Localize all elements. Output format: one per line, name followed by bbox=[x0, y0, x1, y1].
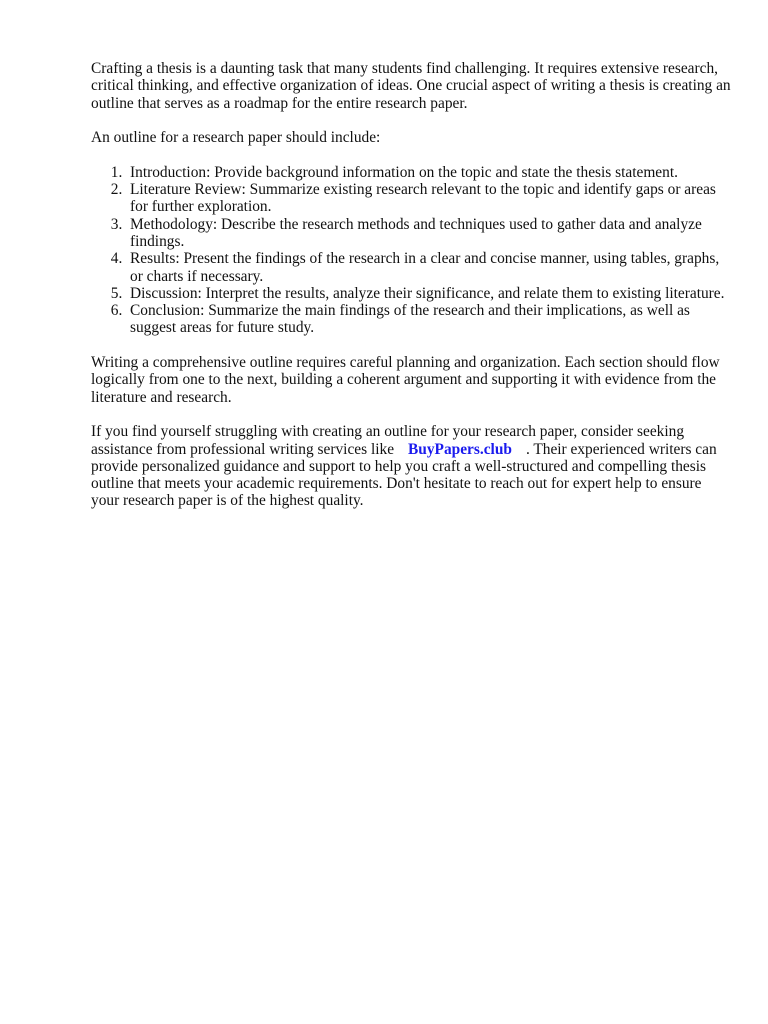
list-item-number: 5. bbox=[110, 284, 123, 302]
list-item bbox=[91, 285, 731, 302]
buypapers-link[interactable]: BuyPapers.club bbox=[408, 440, 512, 458]
list-item-text: Results: Present the findings of the research in a clear and concise manner, using tables, graphs, or charts if necessary. bbox=[130, 250, 720, 285]
list-item-text: Discussion: Interpret the results, analyze their significance, and relate them to existing literature. bbox=[130, 284, 725, 302]
list-item-text: Literature Review: Summarize existing research relevant to the topic and identify gaps or areas for further exploration. bbox=[130, 181, 716, 216]
list-item bbox=[91, 302, 731, 337]
list-item-text: Methodology: Describe the research methods and techniques used to gather data and analyze findings. bbox=[130, 215, 702, 250]
list-item-number: 4. bbox=[110, 250, 123, 268]
list-item-number: 3. bbox=[110, 215, 123, 233]
list-item-number: 6. bbox=[110, 302, 123, 320]
closing-text-after: . Their experienced writers can provide personalized guidance and support to help you craft a well-structured and compelling thesis outline that meets your academic requirements. Don't hesitate to reach out for expert help to ensure your research paper is of the highest quality. bbox=[91, 440, 717, 510]
closing-text-before: If you find yourself struggling with creating an outline for your research paper, consider seeking assistance from professional writing services like bbox=[91, 423, 685, 458]
list-item-number: 2. bbox=[110, 181, 123, 199]
outline-list bbox=[91, 164, 731, 337]
document-page bbox=[91, 60, 731, 527]
closing-paragraph bbox=[91, 423, 731, 509]
list-item-number: 1. bbox=[110, 163, 123, 181]
planning-paragraph: Writing a comprehensive outline requires careful planning and organization. Each section should flow logically from one to the next, building a coherent argument and supporting it with evidence from the literature and research. bbox=[91, 354, 720, 406]
list-item-text: Conclusion: Summarize the main findings of the research and their implications, as well as suggest areas for future study. bbox=[130, 302, 690, 337]
list-item-text: Introduction: Provide background information on the topic and state the thesis statement. bbox=[130, 163, 678, 181]
list-item bbox=[91, 216, 731, 251]
intro-paragraph: Crafting a thesis is a daunting task that many students find challenging. It requires extensive research, critical thinking, and effective organization of ideas. One crucial aspect of writing a thesis is creating an outline that serves as a roadmap for the entire research paper. bbox=[91, 60, 731, 112]
outline-lead-paragraph: An outline for a research paper should include: bbox=[91, 129, 381, 147]
list-item bbox=[91, 181, 731, 216]
list-item bbox=[91, 164, 731, 181]
list-item bbox=[91, 250, 731, 285]
